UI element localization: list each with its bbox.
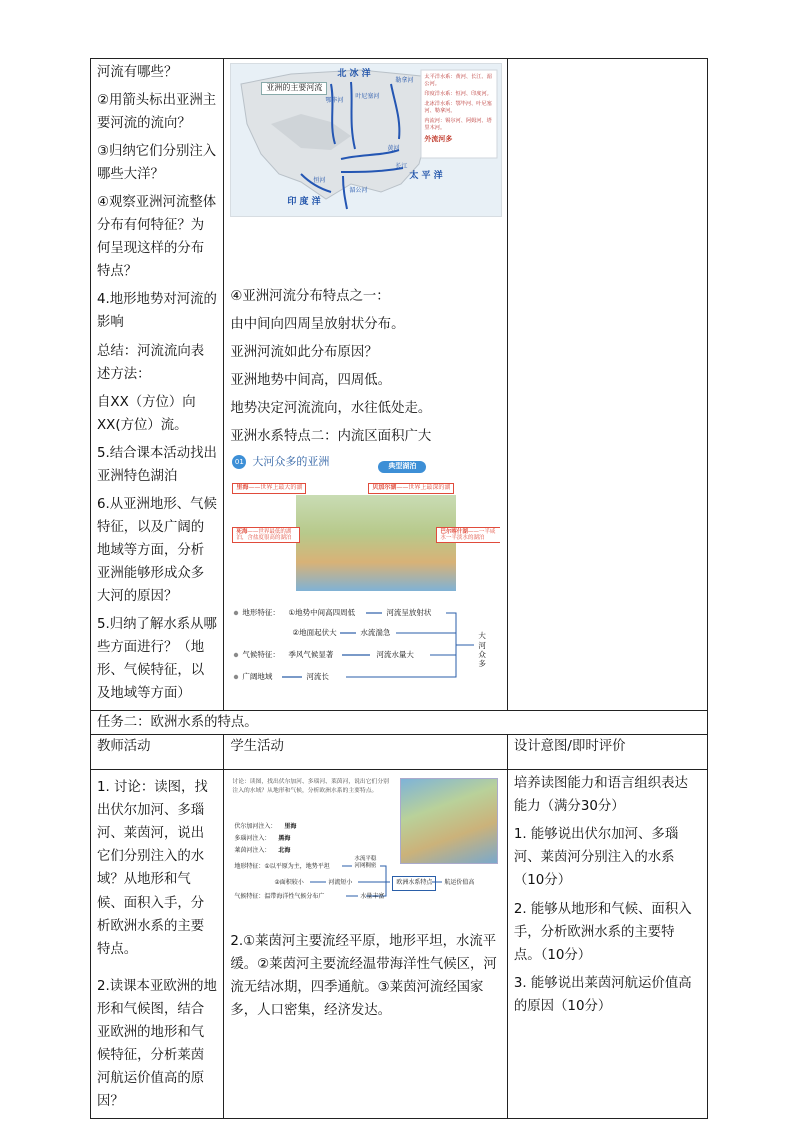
question-text: 自XX（方位）向XX(方位）流。 xyxy=(97,394,196,433)
flow-result: 航运价值高 xyxy=(444,879,475,887)
question-text: 5.结合课本活动找出亚洲特色湖泊 xyxy=(97,445,217,484)
flow-label: 气候特征： xyxy=(234,893,265,901)
river-dest-label: 伏尔加河注入： xyxy=(234,823,277,831)
lesson-plan-page xyxy=(90,58,708,1119)
flow-node: 河流呈放射状 xyxy=(386,608,432,618)
lake-callout: 死海——世界最低的湖泊，含盐度很高的湖泊 xyxy=(232,527,300,543)
task2-title: 任务二：欧洲水系的特点。 xyxy=(91,711,708,735)
question-text: 4.地形地势对河流的影响 xyxy=(97,292,217,331)
flow-node: 河流水量大 xyxy=(376,650,414,660)
flow-node: 水流湍急 xyxy=(360,628,391,638)
flow-label: 地形特征： xyxy=(234,863,265,871)
legend-item: 印度洋水系：恒河、印度河。 xyxy=(424,91,492,98)
flow-node: 河流短小 xyxy=(328,879,353,887)
river-label: 勒拿河 xyxy=(395,77,414,84)
flow-node: 水流平稳河网稠密 xyxy=(354,856,377,870)
lake-desc: 一半咸水一半淡水的湖泊 xyxy=(440,529,496,542)
design-text: 培养读图能力和语言组织表达能力（满分30分） xyxy=(513,776,688,815)
lake-callout: 里海——世界上最大的湖 xyxy=(232,483,306,494)
lake-name: 死海 xyxy=(236,529,248,536)
spacer xyxy=(230,217,502,285)
map-title: 亚洲的主要河流 xyxy=(261,82,327,95)
question-text: 河流有哪些？ xyxy=(97,65,178,80)
asia-rivers-map xyxy=(230,63,502,217)
task2-header-row xyxy=(91,735,708,770)
question-text: 5.归纳了解水系从哪些方面进行？（地形、气候特征，以及地域等方面） xyxy=(97,617,217,702)
teacher-task-text: 2.读课本亚欧洲的地形和气候图，结合亚欧洲的地形和气候特征，分析莱茵河航运价值高的原因？ xyxy=(97,978,217,1109)
answer-text: 亚洲地势中间高，四周低。 xyxy=(230,373,392,389)
river-dest-label: 莱茵河注入： xyxy=(234,847,271,855)
flow-label: 气候特征： xyxy=(242,650,280,660)
flow-node: ①以平原为主，地势平坦 xyxy=(264,863,330,871)
answer-text: 亚洲水系特点二：内流区面积广大 xyxy=(230,429,432,445)
indian-ocean-label: 印 度 洋 xyxy=(287,197,321,207)
pacific-ocean-label: 太 平 洋 xyxy=(409,171,443,181)
river-label: 黄河 xyxy=(387,145,400,152)
europe-rivers-figure xyxy=(230,776,498,924)
flow-node: 河流长 xyxy=(306,672,329,682)
arctic-ocean-label: 北 冰 洋 xyxy=(337,69,371,79)
flow-node: ②地面起伏大 xyxy=(292,628,337,638)
flow-label: 广阔地域 xyxy=(242,672,273,682)
student-answer-text: 2.①莱茵河主要流经平原，地形平坦，水流平缓。②莱茵河主要流经温带海洋性气候区，河流无结冰期，四季通航。③莱茵河流经国家多，人口密集，经济发达。 xyxy=(230,934,497,1019)
flow-node: 水量丰富 xyxy=(360,893,385,901)
flow-node: 温带海洋性气候分布广 xyxy=(264,893,325,901)
legend-item: 外流河多 xyxy=(424,135,453,144)
section-number-badge: 01 xyxy=(232,455,246,469)
lake-name: 贝加尔湖 xyxy=(372,484,397,492)
teacher-activity-cell xyxy=(91,59,224,711)
lesson-table xyxy=(90,58,708,1119)
rivers-reason-diagram xyxy=(230,605,500,693)
teacher-task-text: 1. 讨论：读图，找出伏尔加河、多瑙河、莱茵河，说出它们分别注入的水域？从地形和气候、面积入手，分析欧洲水系的主要特点。 xyxy=(97,780,208,957)
design-cell xyxy=(507,770,707,1119)
header-student: 学生活动 xyxy=(224,735,507,770)
answer-text: 由中间向四周呈放射状分布。 xyxy=(230,317,405,333)
lake-name: 巴尔喀什湖 xyxy=(440,529,468,536)
figure-title: 大河众多的亚洲 xyxy=(252,455,330,469)
question-text: 总结：河流流向表述方法： xyxy=(97,343,205,382)
header-design: 设计意图/即时评价 xyxy=(507,735,707,770)
design-text: 2. 能够从地形和气候、面积入手，分析欧洲水系的主要特点。（10分） xyxy=(513,901,692,963)
typical-lakes-badge: 典型湖泊 xyxy=(378,461,426,473)
flow-node: ②面积较小 xyxy=(274,879,304,887)
river-dest-label: 多瑙河注入： xyxy=(234,835,271,843)
teacher-activity-cell xyxy=(91,770,224,1119)
river-dest-value: 里海 xyxy=(284,823,297,831)
legend-item: 北冰洋水系：鄂毕河、叶尼塞河、勒拿河。 xyxy=(424,101,492,115)
flow-node: ①地势中间高四周低 xyxy=(288,608,356,618)
student-activity-cell xyxy=(224,59,507,711)
legend-item: 内流河：锡尔河、阿姆河、塔里木河。 xyxy=(424,118,492,132)
lake-desc: 世界最低的湖泊，含盐度很高的湖泊 xyxy=(236,529,292,542)
task2-content-row xyxy=(91,770,708,1119)
question-text: ③归纳它们分别注入哪些大洋？ xyxy=(97,144,217,183)
lake-name: 里海 xyxy=(236,484,249,492)
asia-physical-map xyxy=(296,495,456,591)
lake-callout: 巴尔喀什湖——一半咸水一半淡水的湖泊 xyxy=(436,527,500,543)
river-label: 叶尼塞河 xyxy=(355,93,380,100)
map-legend xyxy=(424,74,496,145)
answer-text: ④亚洲河流分布特点之一： xyxy=(230,289,390,304)
flow-center: 欧洲水系特点 xyxy=(392,876,436,890)
question-text: 6.从亚洲地形、气候特征，以及广阔的地域等方面，分析亚洲能够形成众多大河的原因？ xyxy=(97,496,217,604)
river-dest-value: 黑海 xyxy=(278,835,291,843)
header-teacher: 教师活动 xyxy=(91,735,224,770)
design-text: 1. 能够说出伏尔加河、多瑙河、莱茵河分别注入的水系（10分） xyxy=(513,827,679,889)
lake-desc: 世界上最深的湖 xyxy=(408,484,451,492)
flow-result: 大河众多 xyxy=(478,631,486,669)
answer-text: 地势决定河流流向，水往低处走。 xyxy=(230,401,432,417)
question-text: ②用箭头标出亚洲主要河流的流向？ xyxy=(97,93,217,132)
lake-callout: 贝加尔湖——世界上最深的湖 xyxy=(368,483,454,494)
river-dest-value: 北海 xyxy=(278,847,291,855)
river-label: 长江 xyxy=(395,163,408,170)
question-text: ④观察亚洲河流整体分布有何特征？为何呈现这样的分布特点？ xyxy=(97,195,217,280)
design-text: 3. 能够说出莱茵河航运价值高的原因（10分） xyxy=(513,975,692,1014)
design-cell xyxy=(507,59,707,711)
figure-intro: 讨论：读图，找出伏尔加河、多瑙河、莱茵河，说出它们分别注入的水域？从地形和气候，分析欧洲水系的主要特点。 xyxy=(232,779,389,794)
student-activity-cell xyxy=(224,770,507,1119)
river-label: 湄公河 xyxy=(349,187,368,194)
task1-row xyxy=(91,59,708,711)
legend-item: 太平洋水系：黄河、长江、湄公河。 xyxy=(424,74,492,88)
flow-node: 季风气候显著 xyxy=(288,650,334,660)
river-label: 恒河 xyxy=(313,177,326,184)
lake-desc: 世界上最大的湖 xyxy=(260,484,303,492)
river-label: 鄂毕河 xyxy=(325,97,344,104)
flow-label: 地形特征： xyxy=(242,608,280,618)
task2-title-row xyxy=(91,711,708,735)
answer-text: 亚洲河流如此分布原因？ xyxy=(230,345,378,361)
asia-lakes-figure xyxy=(230,453,500,595)
